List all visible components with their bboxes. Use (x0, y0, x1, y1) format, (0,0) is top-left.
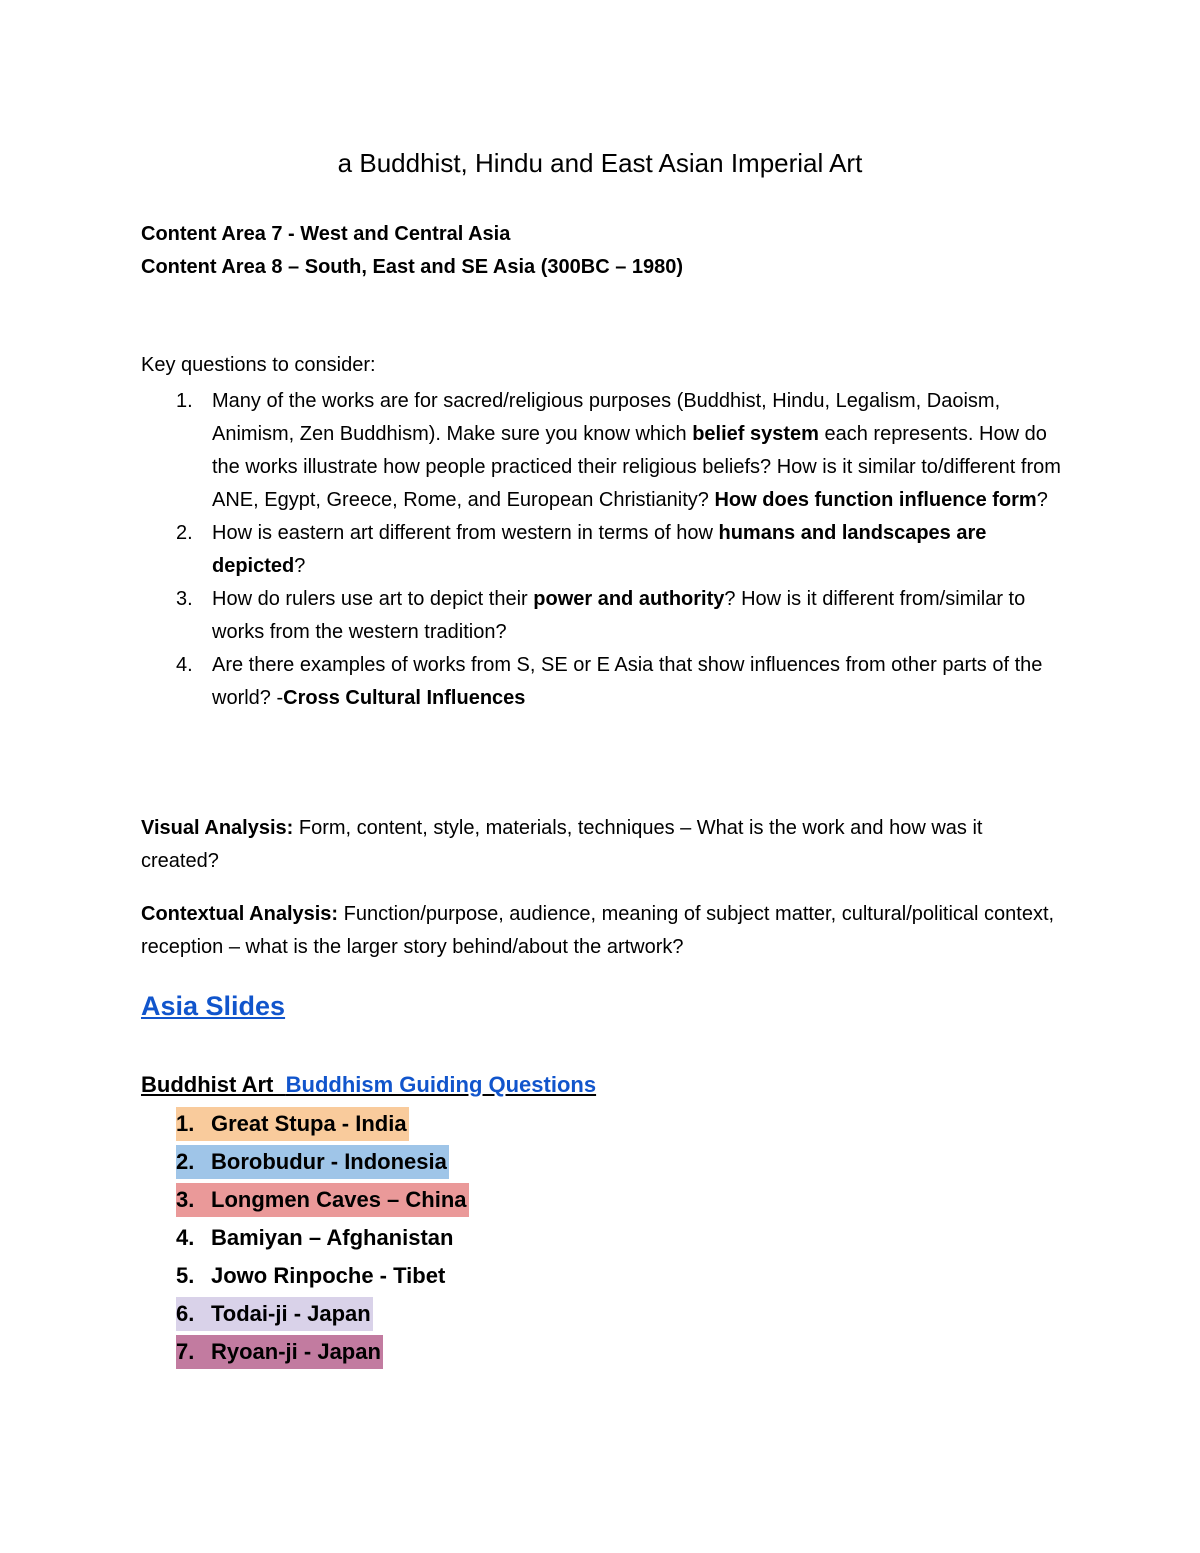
question-text: ? How is it different from/similar to works from the western tradition? (212, 588, 1026, 643)
site-number: 5. (176, 1263, 195, 1288)
site-item (176, 1219, 469, 1257)
question-text: ? (294, 555, 306, 577)
question-text: ? (1036, 489, 1048, 511)
key-questions-heading: Key questions to consider: (141, 354, 376, 376)
site-number: 2. (176, 1149, 195, 1174)
document-title: a Buddhist, Hindu and East Asian Imperial Art (337, 148, 863, 178)
buddhist-art-label: Buddhist Art (141, 1072, 286, 1097)
site-item (176, 1143, 469, 1181)
question-emphasis: power and authority (533, 588, 725, 610)
question-number: 1. (176, 390, 193, 412)
site-highlight (176, 1335, 383, 1369)
site-label: Longmen Caves – China (211, 1187, 467, 1212)
site-number: 3. (176, 1187, 195, 1212)
question-item (141, 649, 1071, 715)
question-text: Many of the works are for sacred/religious purposes (Buddhist, Hindu, Legalism, Daoism, Animism, Zen Buddhism). Make sure you know which (212, 390, 1001, 445)
site-highlight (176, 1297, 373, 1331)
site-highlight (176, 1221, 455, 1255)
contextual-analysis (141, 898, 1061, 964)
question-emphasis: belief system (692, 423, 819, 445)
contextual-analysis-label: Contextual Analysis: (141, 903, 339, 925)
site-number: 4. (176, 1225, 195, 1250)
site-label: Ryoan-ji - Japan (211, 1339, 381, 1364)
site-number: 1. (176, 1111, 195, 1136)
question-item (141, 517, 1071, 583)
site-number: 7. (176, 1339, 195, 1364)
visual-analysis-label: Visual Analysis: (141, 817, 294, 839)
site-item (176, 1105, 469, 1143)
question-emphasis: Cross Cultural Influences (283, 687, 526, 709)
site-highlight (176, 1259, 447, 1293)
question-text: Are there examples of works from S, SE or E Asia that show influences from other parts of the world? - (212, 654, 1043, 709)
site-label: Jowo Rinpoche - Tibet (211, 1263, 446, 1288)
key-questions-list (141, 385, 1071, 715)
site-highlight (176, 1183, 469, 1217)
buddhism-guiding-questions-link[interactable]: Buddhism Guiding Questions (285, 1072, 597, 1097)
buddhist-sites-list (176, 1105, 469, 1371)
question-number: 4. (176, 654, 193, 676)
contextual-analysis-text: Function/purpose, audience, meaning of subject matter, cultural/political context, reception – what is the larger story behind/about the artwork? (141, 903, 1055, 958)
question-emphasis: How does function influence form (714, 489, 1037, 511)
site-label: Todai-ji - Japan (211, 1301, 371, 1326)
site-label: Borobudur - Indonesia (211, 1149, 447, 1174)
question-item (141, 385, 1071, 517)
site-label: Great Stupa - India (211, 1111, 407, 1136)
site-highlight (176, 1145, 449, 1179)
asia-slides-link[interactable]: Asia Slides (141, 991, 286, 1021)
site-item (176, 1295, 469, 1333)
visual-analysis (141, 812, 1061, 878)
site-item (176, 1333, 469, 1371)
question-text: How do rulers use art to depict their (212, 588, 534, 610)
question-number: 3. (176, 588, 193, 610)
question-text: each represents. How do the works illustrate how people practiced their religious beliefs? How is it similar to/different from ANE, Egypt, Greece, Rome, and European Christianity? (212, 423, 1061, 511)
question-item (141, 583, 1071, 649)
content-area-8: Content Area 8 – South, East and SE Asia (300BC – 1980) (141, 256, 684, 278)
site-item (176, 1257, 469, 1295)
buddhist-art-heading (141, 1070, 596, 1100)
site-label: Bamiyan – Afghanistan (211, 1225, 454, 1250)
content-area-7: Content Area 7 - West and Central Asia (141, 223, 511, 245)
visual-analysis-text: Form, content, style, materials, techniques – What is the work and how was it created? (141, 817, 983, 872)
site-number: 6. (176, 1301, 195, 1326)
question-number: 2. (176, 522, 193, 544)
site-item (176, 1181, 469, 1219)
question-emphasis: humans and landscapes are depicted (212, 522, 987, 577)
site-highlight (176, 1107, 409, 1141)
question-text: How is eastern art different from western in terms of how (212, 522, 719, 544)
